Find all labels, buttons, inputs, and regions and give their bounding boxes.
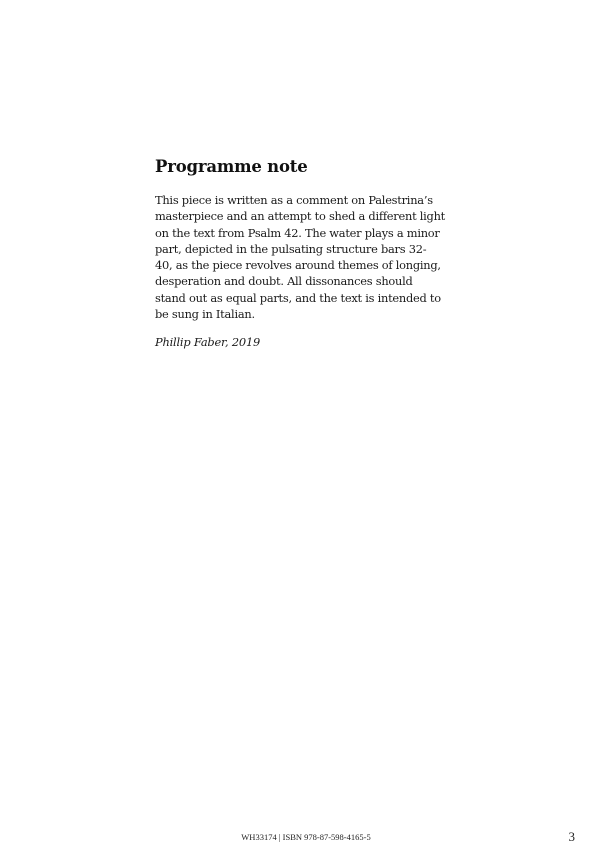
- body-line: stand out as equal parts, and the text is intended to: [155, 290, 441, 305]
- author-signature: Phillip Faber, 2019: [155, 335, 261, 349]
- body-line: part, depicted in the pulsating structure bars 32-: [155, 241, 427, 256]
- body-line: This piece is written as a comment on Palestrina’s: [155, 193, 433, 207]
- page-title: Programme note: [155, 157, 308, 176]
- body-line: on the text from Psalm 42. The water plays a minor: [155, 225, 440, 240]
- body-line: 40, as the piece revolves around themes of longing,: [155, 258, 441, 273]
- body-line: masterpiece and an attempt to shed a different light: [155, 209, 446, 224]
- body-line: be sung in Italian.: [155, 307, 255, 322]
- catalog-isbn-footer: WH33174 | ISBN 978-87-598-4165-5: [241, 832, 371, 842]
- programme-note-body: [155, 192, 455, 322]
- page-number: 3: [568, 829, 575, 844]
- body-line: desperation and doubt. All dissonances should: [155, 274, 413, 289]
